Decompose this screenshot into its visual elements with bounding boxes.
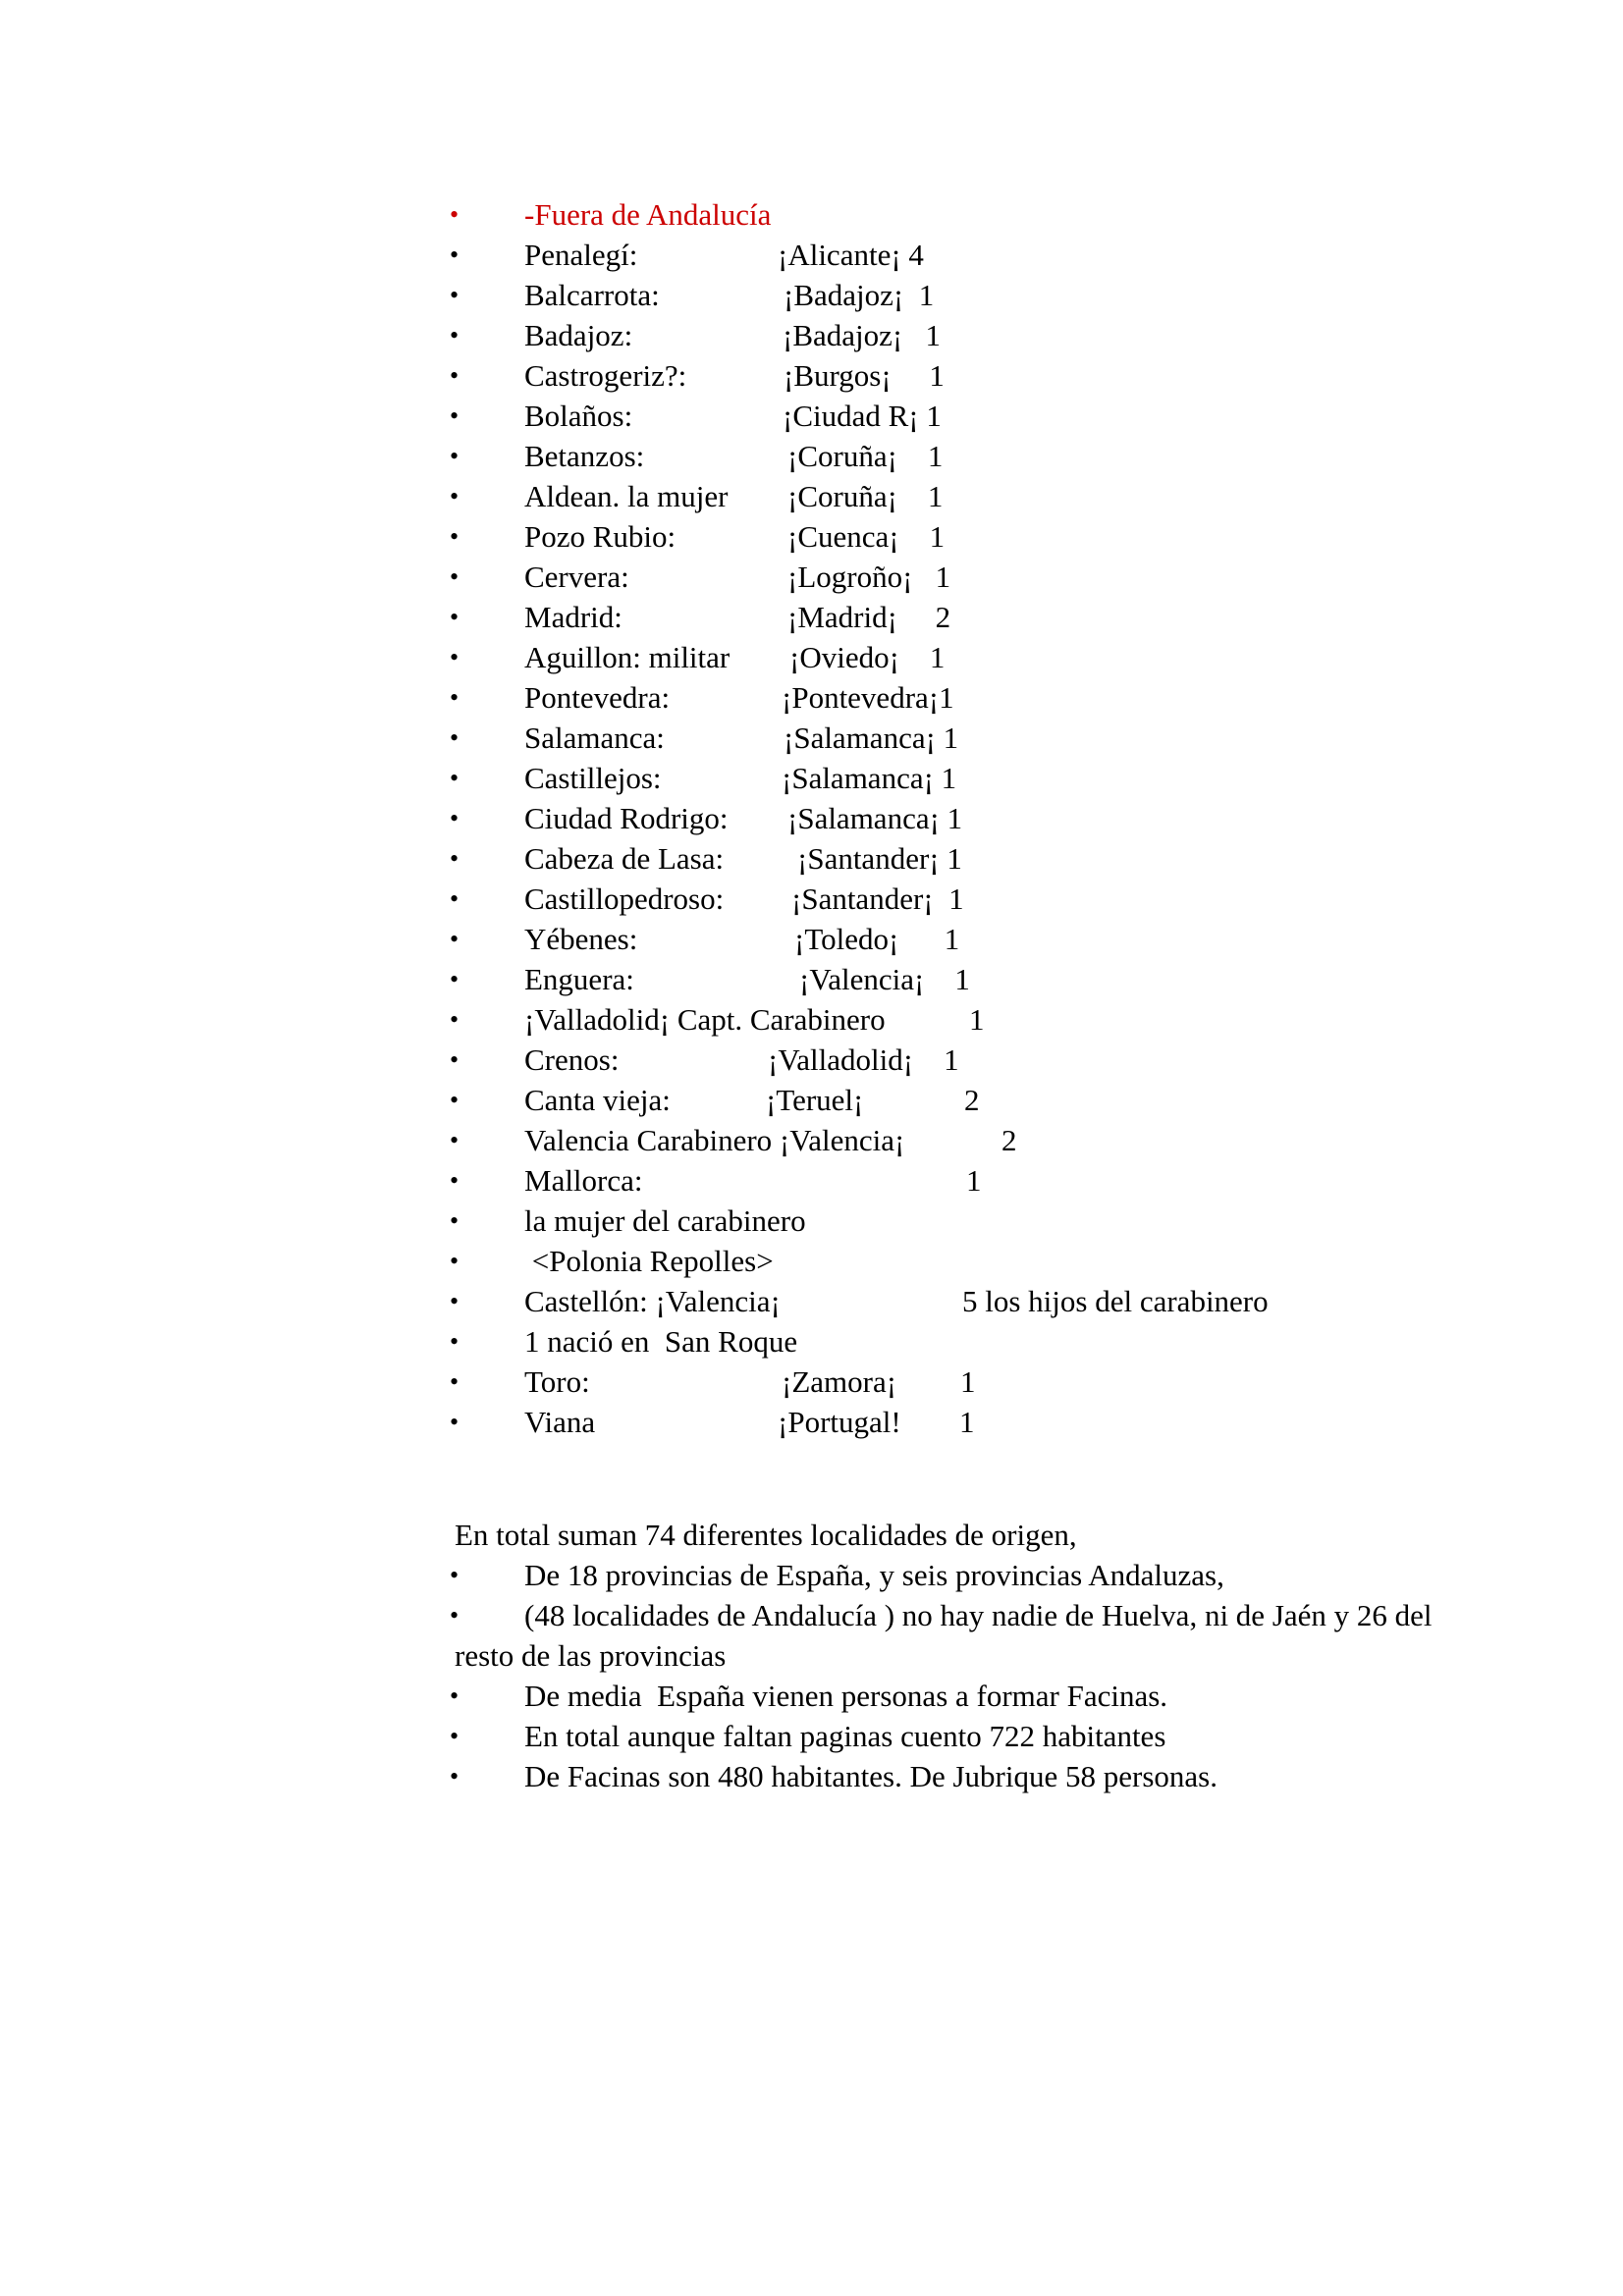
province-count: ¡Santander¡ 1 <box>791 881 964 916</box>
place-name: Penalegí: <box>524 238 638 272</box>
list-item <box>0 677 1623 718</box>
list-item <box>0 798 1623 838</box>
list-item <box>0 1402 1623 1442</box>
province-count: ¡Salamanca¡ 1 <box>784 721 959 755</box>
bullet-icon: • <box>450 1601 460 1629</box>
bullet-icon: • <box>450 965 460 993</box>
bullet-icon: • <box>450 683 460 712</box>
place-name: ¡Valladolid¡ Capt. Carabinero <box>524 1002 886 1037</box>
place-name: Cervera: <box>524 560 629 594</box>
list-item <box>0 838 1623 879</box>
place-name: Badajoz: <box>524 318 633 352</box>
place-name: Viana <box>524 1405 596 1439</box>
bullet-icon: • <box>450 844 460 873</box>
list-item <box>0 999 1623 1040</box>
summary-intro <box>0 1515 1623 1555</box>
list-header-text: -Fuera de Andalucía <box>524 197 772 232</box>
bullet-icon: • <box>450 482 460 510</box>
note-text: <Polonia Repolles> <box>524 1244 774 1278</box>
bullet-icon: • <box>450 764 460 792</box>
bullet-icon: • <box>450 1247 460 1275</box>
list-item <box>0 557 1623 597</box>
place-name: Balcarrota: <box>524 278 660 312</box>
list-item <box>0 879 1623 919</box>
bullet-icon: • <box>450 1287 460 1315</box>
province-count: ¡Ciudad R¡ 1 <box>783 399 942 433</box>
province-name: ¡Zamora¡ <box>782 1364 897 1399</box>
summary-item <box>0 1555 1623 1595</box>
list-item <box>0 1160 1623 1201</box>
province-name: ¡Portugal! <box>778 1405 901 1439</box>
place-name: Ciudad Rodrigo: <box>524 801 729 835</box>
list-item <box>0 396 1623 436</box>
bullet-icon: • <box>450 1045 460 1074</box>
place-name: Yébenes: <box>524 922 638 956</box>
count: 1 <box>966 1163 982 1198</box>
bullet-icon: • <box>450 1561 460 1589</box>
place-name: Enguera: <box>524 962 634 996</box>
list-item <box>0 1241 1623 1281</box>
bullet-icon: • <box>450 361 460 390</box>
bullet-icon: • <box>450 1327 460 1356</box>
province-count: ¡Alicante¡ 4 <box>778 238 924 272</box>
list-item <box>0 1321 1623 1362</box>
summary-intro-text: En total suman 74 diferentes localidades de origen, <box>455 1518 1077 1552</box>
list-item <box>0 1362 1623 1402</box>
list-item <box>0 637 1623 677</box>
province-count: ¡Toledo¡ 1 <box>794 922 960 956</box>
list-item <box>0 1281 1623 1321</box>
place-name: Salamanca: <box>524 721 665 755</box>
province-count: ¡Burgos¡ 1 <box>784 358 945 393</box>
province-count: ¡Coruña¡ 1 <box>787 439 944 473</box>
province-name: ¡Teruel¡ <box>766 1083 864 1117</box>
bullet-icon: • <box>450 321 460 349</box>
summary-item-text: De media España vienen personas a formar Facinas. <box>524 1679 1168 1713</box>
summary-item <box>0 1756 1623 1796</box>
place-name: Bolaños: <box>524 399 633 433</box>
province-count: ¡Santander¡ 1 <box>797 841 962 876</box>
list-item <box>0 315 1623 355</box>
place-name: Aguillon: militar <box>524 640 730 674</box>
bullet-icon: • <box>450 281 460 309</box>
bullet-icon: • <box>450 603 460 631</box>
province-count: ¡Salamanca¡ 1 <box>782 761 957 795</box>
province-count: ¡Salamanca¡ 1 <box>787 801 963 835</box>
origin-list <box>0 194 1623 1442</box>
province-count: ¡Madrid¡ 2 <box>787 600 951 634</box>
summary-continuation <box>0 1635 1623 1676</box>
place-name: Castillopedroso: <box>524 881 725 916</box>
bullet-icon: • <box>450 522 460 551</box>
province-count: ¡Badajoz¡ 1 <box>784 278 935 312</box>
place-name: Mallorca: <box>524 1163 643 1198</box>
bullet-icon: • <box>450 1005 460 1034</box>
list-item <box>0 1120 1623 1160</box>
province-count: ¡Pontevedra¡1 <box>782 680 954 715</box>
place-name: Valencia Carabinero ¡Valencia¡ <box>524 1123 905 1157</box>
list-item <box>0 959 1623 999</box>
list-item <box>0 919 1623 959</box>
bullet-icon: • <box>450 884 460 913</box>
bullet-icon: • <box>450 442 460 470</box>
province-count: ¡Oviedo¡ 1 <box>789 640 946 674</box>
note-text: 1 nació en San Roque <box>524 1324 798 1359</box>
bullet-icon: • <box>450 200 460 229</box>
list-item <box>0 1040 1623 1080</box>
province-count: ¡Coruña¡ 1 <box>787 479 944 513</box>
place-name: Castrogeriz?: <box>524 358 687 393</box>
bullet-icon: • <box>450 1126 460 1154</box>
place-name: Betanzos: <box>524 439 645 473</box>
bullet-icon: • <box>450 240 460 269</box>
bullet-icon: • <box>450 401 460 430</box>
place-name: Castillejos: <box>524 761 662 795</box>
list-item <box>0 597 1623 637</box>
summary-section <box>0 1515 1623 1796</box>
count: 1 <box>960 1364 976 1399</box>
list-item <box>0 1201 1623 1241</box>
bullet-icon: • <box>450 1206 460 1235</box>
bullet-icon: • <box>450 1682 460 1710</box>
place-name: Cabeza de Lasa: <box>524 841 725 876</box>
bullet-icon: • <box>450 925 460 953</box>
place-name: Madrid: <box>524 600 622 634</box>
list-item <box>0 275 1623 315</box>
count: 1 <box>959 1405 975 1439</box>
province-count: ¡Badajoz¡ 1 <box>783 318 941 352</box>
province-count: ¡Valladolid¡ 1 <box>768 1042 959 1077</box>
summary-item-text: De Facinas son 480 habitantes. De Jubrique 58 personas. <box>524 1759 1217 1793</box>
list-item <box>0 516 1623 557</box>
province-count: ¡Logroño¡ 1 <box>787 560 951 594</box>
place-name: Aldean. la mujer <box>524 479 729 513</box>
bullet-icon: • <box>450 643 460 671</box>
bullet-icon: • <box>450 562 460 591</box>
summary-item <box>0 1595 1623 1635</box>
summary-item-text: En total aunque faltan paginas cuento 722 habitantes <box>524 1719 1166 1753</box>
place-name: Pozo Rubio: <box>524 519 676 554</box>
province-count: ¡Cuenca¡ 1 <box>787 519 946 554</box>
summary-item <box>0 1676 1623 1716</box>
bullet-icon: • <box>450 804 460 832</box>
list-item <box>0 355 1623 396</box>
place-name: Toro: <box>524 1364 590 1399</box>
summary-item-text: (48 localidades de Andalucía ) no hay nadie de Huelva, ni de Jaén y 26 del <box>524 1598 1433 1632</box>
bullet-icon: • <box>450 723 460 752</box>
list-item <box>0 1080 1623 1120</box>
bullet-icon: • <box>450 1722 460 1750</box>
list-item <box>0 718 1623 758</box>
count: 1 <box>969 1002 985 1037</box>
list-item <box>0 758 1623 798</box>
place-name: Castellón: ¡Valencia¡ <box>524 1284 781 1318</box>
bullet-icon: • <box>450 1762 460 1790</box>
list-header <box>0 194 1623 235</box>
place-name: Crenos: <box>524 1042 620 1077</box>
list-item <box>0 436 1623 476</box>
place-name: Canta vieja: <box>524 1083 671 1117</box>
summary-item-text: De 18 provincias de España, y seis provincias Andaluzas, <box>524 1558 1224 1592</box>
province-count: ¡Valencia¡ 1 <box>799 962 970 996</box>
summary-item <box>0 1716 1623 1756</box>
summary-continuation-text: resto de las provincias <box>455 1638 727 1673</box>
bullet-icon: • <box>450 1086 460 1114</box>
count: 2 <box>964 1083 980 1117</box>
count: 5 los hijos del carabinero <box>962 1284 1269 1318</box>
bullet-icon: • <box>450 1367 460 1396</box>
note-text: la mujer del carabinero <box>524 1203 806 1238</box>
list-item <box>0 235 1623 275</box>
bullet-icon: • <box>450 1166 460 1195</box>
list-item <box>0 476 1623 516</box>
place-name: Pontevedra: <box>524 680 671 715</box>
count: 2 <box>1001 1123 1017 1157</box>
bullet-icon: • <box>450 1408 460 1436</box>
